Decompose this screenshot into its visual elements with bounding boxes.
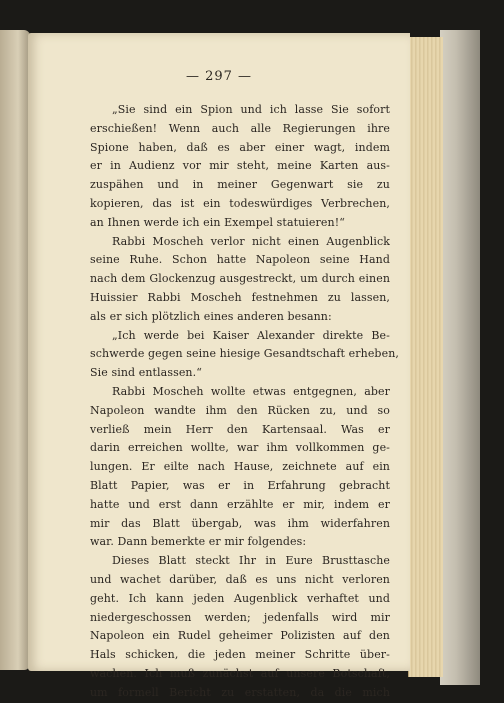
text-line: Rabbi Moscheh verlor nicht einen Augenblick xyxy=(112,234,390,248)
text-line: Napoleon wandte ihm den Rücken zu, und so xyxy=(90,403,390,417)
text-line: Hals schicken, die jeden meiner Schritte über- xyxy=(90,648,390,662)
text-line: verließ mein Herr den Kartensaal. Was er xyxy=(90,422,390,436)
text-line: niedergeschossen werden; jedenfalls wird mir xyxy=(90,610,390,624)
text-line: „Ich werde bei Kaiser Alexander direkte Be- xyxy=(112,328,390,342)
text-line: nach dem Glockenzug ausgestreckt, um durch einen xyxy=(90,272,390,286)
text-line: erschießen! Wenn auch alle Regierungen ihre xyxy=(90,121,390,135)
book-page xyxy=(28,33,410,699)
text-line: Sie sind entlassen.“ xyxy=(90,366,202,380)
text-line: geht. Ich kann jeden Augenblick verhaftet und xyxy=(90,591,390,605)
facing-page-edge xyxy=(0,30,30,670)
text-line: schwerde gegen seine hiesige Gesandtschaft erheben, xyxy=(90,347,399,361)
text-line: kopieren, das ist ein todeswürdiges Verbrechen, xyxy=(90,196,390,210)
text-line: war. Dann bemerkte er mir folgendes: xyxy=(90,535,307,549)
text-line: Rabbi Moscheh wollte etwas entgegnen, aber xyxy=(112,384,390,398)
text-line: er in Audienz vor mir steht, meine Karten aus- xyxy=(90,159,390,173)
text-line: zuspähen und in meiner Gegenwart sie zu xyxy=(90,178,390,192)
page-text xyxy=(90,101,399,703)
text-line: Spione haben, daß es aber einer wagt, indem xyxy=(90,140,390,154)
text-line: „Sie sind ein Spion und ich lasse Sie sofort xyxy=(112,103,390,116)
text-line: an Ihnen werde ich ein Exempel statuieren!“ xyxy=(90,215,345,229)
page-number: — 297 — xyxy=(185,69,253,84)
text-line: seine Ruhe. Schon hatte Napoleon seine Hand xyxy=(90,253,390,267)
text-line: darin erreichen wollte, war ihm vollkommen ge- xyxy=(90,441,390,455)
text-line: Dieses Blatt steckt Ihr in Eure Brusttasche xyxy=(112,554,390,568)
text-line: hatte und erst dann erzählte er mir, indem er xyxy=(90,497,390,511)
text-line: und wachet darüber, daß es uns nicht verloren xyxy=(90,572,390,586)
text-line: mir das Blatt übergab, was ihm widerfahren xyxy=(90,516,390,530)
text-line: als er sich plötzlich eines anderen besann: xyxy=(90,309,332,323)
text-line: um formell Bericht zu erstatten, da die mich xyxy=(90,685,390,699)
text-line: Napoleon ein Rudel geheimer Polizisten auf den xyxy=(90,629,390,643)
text-line: Huissier Rabbi Moscheh festnehmen zu lassen, xyxy=(90,290,390,304)
text-line: lungen. Er eilte nach Hause, zeichnete auf ein xyxy=(90,460,390,474)
text-line: Blatt Papier, was er in Erfahrung gebracht xyxy=(90,478,390,492)
page-stack-edge xyxy=(408,37,443,677)
text-line: wachen. Ich muß zunächst auf unsere Botschaft, xyxy=(90,666,390,680)
book-cover-edge xyxy=(440,30,480,685)
